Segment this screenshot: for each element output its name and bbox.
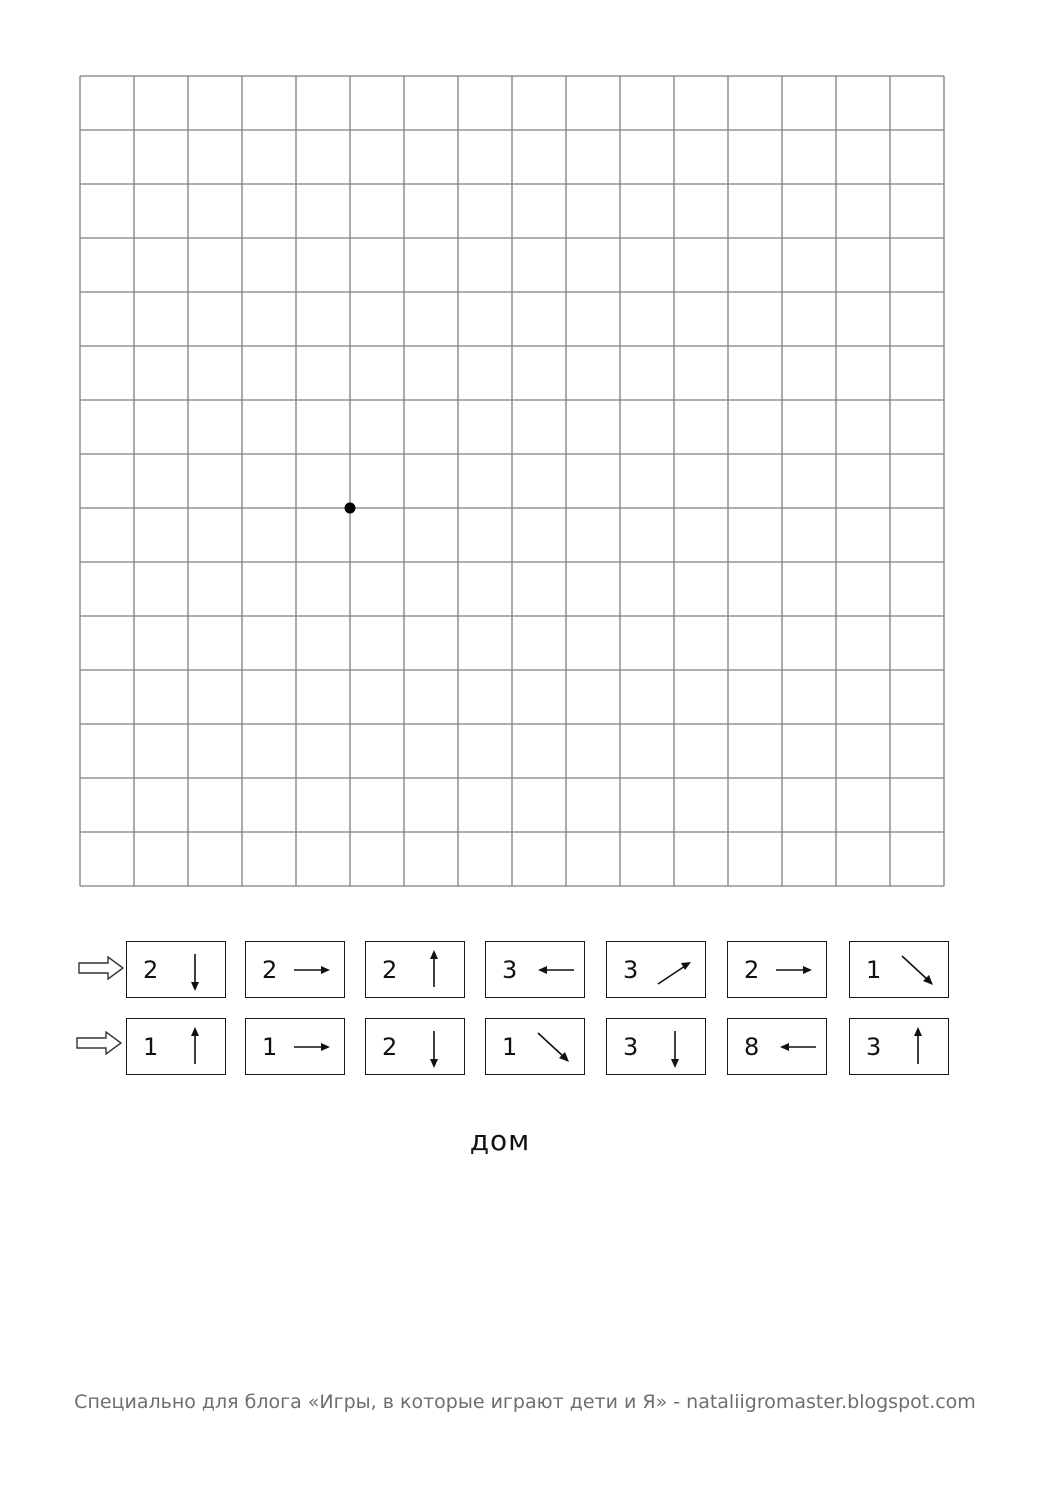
- arrow-left-icon: [526, 942, 582, 999]
- arrow-up-icon: [890, 1019, 946, 1076]
- start-point-dot: [345, 503, 356, 514]
- command-card: [849, 941, 949, 998]
- footer-credit: Специально для блога «Игры, в которые играют дети и Я» - nataliigromaster.blogspot.com: [74, 1391, 976, 1413]
- command-step-count: 2: [262, 956, 278, 984]
- command-card: [245, 941, 345, 998]
- command-step-count: 3: [502, 956, 518, 984]
- command-step-count: 2: [382, 956, 398, 984]
- command-step-count: 3: [623, 1033, 639, 1061]
- command-card: [126, 1018, 226, 1075]
- command-step-count: 2: [744, 956, 760, 984]
- command-step-count: 1: [502, 1033, 518, 1061]
- command-card: [727, 941, 827, 998]
- command-card: [849, 1018, 949, 1075]
- command-step-count: 3: [866, 1033, 882, 1061]
- arrow-up-icon: [167, 1019, 223, 1076]
- command-card: [485, 941, 585, 998]
- row-2-start-arrow-icon: [76, 1031, 122, 1055]
- arrow-up-icon: [406, 942, 462, 999]
- arrow-right-icon: [768, 942, 824, 999]
- command-card: [606, 1018, 706, 1075]
- command-step-count: 8: [744, 1033, 760, 1061]
- command-step-count: 1: [143, 1033, 159, 1061]
- command-card: [606, 941, 706, 998]
- arrow-right-icon: [286, 942, 342, 999]
- row-1-start-arrow-icon: [78, 956, 124, 980]
- command-step-count: 1: [866, 956, 882, 984]
- command-step-count: 2: [143, 956, 159, 984]
- arrow-down-icon: [647, 1019, 703, 1076]
- arrow-down-right-icon: [526, 1019, 582, 1076]
- command-step-count: 2: [382, 1033, 398, 1061]
- answer-word: дом: [469, 1124, 531, 1157]
- arrow-up-right-icon: [647, 942, 703, 999]
- command-step-count: 1: [262, 1033, 278, 1061]
- arrow-left-icon: [768, 1019, 824, 1076]
- command-step-count: 3: [623, 956, 639, 984]
- arrow-down-icon: [167, 942, 223, 999]
- command-card: [126, 941, 226, 998]
- command-card: [365, 941, 465, 998]
- command-card: [245, 1018, 345, 1075]
- command-card: [485, 1018, 585, 1075]
- arrow-down-right-icon: [890, 942, 946, 999]
- command-card: [727, 1018, 827, 1075]
- arrow-down-icon: [406, 1019, 462, 1076]
- command-card: [365, 1018, 465, 1075]
- arrow-right-icon: [286, 1019, 342, 1076]
